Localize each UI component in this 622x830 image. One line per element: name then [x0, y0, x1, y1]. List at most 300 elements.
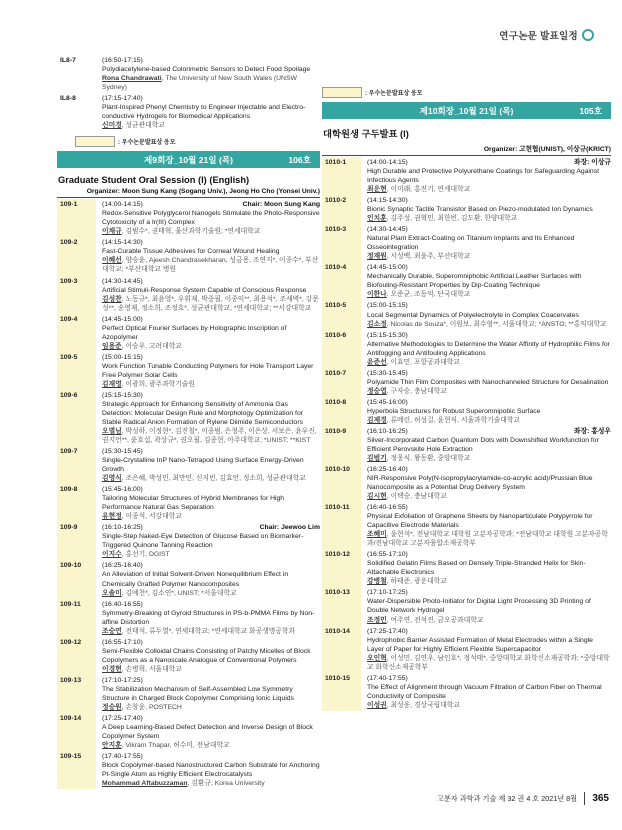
entry-body [361, 587, 611, 625]
coauthors-affiliations: , 여주연, 전석진, 금오공과대학교 [386, 616, 484, 624]
entry-chair: 좌장: 이상규 [574, 159, 611, 166]
entry-authors [102, 665, 320, 674]
entry-authors [102, 550, 320, 559]
entry-authors [367, 387, 611, 396]
entry-title: Bionic Synaptic Tactile Transistor Based on Piezo-modulated Ion Dynamics [367, 206, 593, 214]
entry-authors [102, 703, 320, 712]
entry-authors [102, 121, 320, 130]
entry-body [361, 464, 611, 502]
entry-time-row [367, 158, 611, 167]
entry-time-row [367, 398, 611, 407]
prelude-entries [57, 55, 320, 131]
entry-title: Natural Plant Extract-Coating on Titanium Implants and Its Enhanced Osseointegration [367, 235, 575, 252]
lead-author: 조정민 [367, 616, 387, 624]
coauthors-affiliations: , 이미래, 홍진기, 연세대학교 [386, 186, 471, 194]
program-entry [57, 522, 320, 560]
entry-title: Mechanically Durable, Superomniphobic Artificial Leather Surfaces with Biofouling-Resistant Properties by Dip-Coating Technique [367, 273, 582, 290]
entry-title: Perfect Optical Fourier Surfaces by Holographic Inscription of Azopolymer [102, 324, 287, 341]
coauthors-affiliations: , 양승윤, Ajeesh Chandrasekharan, 성금용, 조연지*, 이종수*, 부산대학교; *부산대학교 병원 [102, 257, 319, 274]
entry-time-row [367, 674, 611, 683]
lead-author: 김재영 [102, 380, 122, 388]
entry-chair: Chair: Moon Sung Kang [242, 201, 320, 209]
award-legend [75, 136, 320, 147]
lead-author: 인치훈 [367, 215, 387, 223]
entry-body [361, 262, 611, 300]
program-entry [57, 199, 320, 237]
entry-body [361, 195, 611, 224]
entry-authors [367, 320, 611, 329]
entry-time-row [102, 638, 320, 647]
entry-time-row [102, 315, 320, 324]
entry-body [361, 157, 611, 195]
entry-id: 1010-13 [322, 587, 361, 625]
entry-title: Redox-Sensitive Polyglycerol Nanogels Stimulate the Photo-Responsive Cytotoxicity of a Ir(III) Complex [102, 210, 320, 227]
entry-title: A Deep Learning-Based Defect Detection and Inverse Design of Block Copolymer System [102, 723, 313, 740]
entry-id: 109-5 [57, 352, 96, 390]
entry-body [96, 751, 320, 789]
entry-id: 109-3 [57, 276, 96, 314]
entry-time: (16:40-16:55) [102, 600, 143, 608]
entry-title: Hydrophobic Barrier Assisted Formation of Metal Electrodes within a Single Layer of Paper for Highly Efficient Flexible Supercapacitor [367, 636, 593, 653]
lead-author: 김시현 [367, 493, 387, 501]
coauthors-affiliations: , 이광희, 광주과학기술원 [121, 380, 195, 388]
entry-id: 109-12 [57, 637, 96, 675]
session-title-right: 대학원생 구두발표 (I) [323, 129, 409, 139]
entry-authors [102, 779, 320, 788]
coauthors-affiliations: , 이승우, 고려대학교 [121, 342, 182, 350]
lead-author: 정승엽 [367, 387, 387, 395]
entry-time: (16:25-16:40) [102, 562, 143, 570]
entry-time: (14:45-15:00) [367, 264, 408, 272]
coauthors-affiliations: , 노동규*, 최윤영*, 우휘재, 박중필, 이종익**, 최용석*, 조새벽*, 강문성**, 송영재, 정소희, 조정호*, 성균관대학교; *연세대학교; **서강대학교 [102, 295, 319, 312]
lead-author: 유현정 [102, 513, 122, 521]
coauthors-affiliations: , 김주성, 권혁민, 최한빈, 김도환, 한양대학교 [386, 215, 518, 223]
entry-time-row [367, 550, 611, 559]
entry-time-row [102, 485, 320, 494]
entry-title: Fast-Curable Tissue Adhesives for Corneal Wound Healing [102, 248, 280, 256]
coauthors-affiliations: , 김환규, Korea University [187, 780, 265, 788]
program-entry [322, 626, 611, 673]
lead-author: 이채규 [102, 228, 122, 236]
entry-title: The Effect of Alignment through Vacuum Filtration of Carbon Fiber on Thermal Conductivity of Composite [367, 683, 602, 700]
entry-id: 109-9 [57, 522, 96, 560]
entry-id: 109-1 [57, 199, 96, 237]
entry-body [96, 713, 320, 751]
entry-time: (15:45-16:00) [102, 486, 143, 494]
entry-body [96, 637, 320, 675]
coauthors-affiliations: , Vikram Thapar, 허수미, 전남대학교 [121, 742, 230, 750]
lead-author: 오별님 [102, 428, 122, 435]
program-entry [322, 502, 611, 549]
entry-authors [102, 512, 320, 521]
entry-id: 109-14 [57, 713, 96, 751]
entry-time-row [102, 277, 320, 286]
entry-body [361, 549, 611, 587]
program-entry [57, 560, 320, 598]
entry-authors [367, 416, 611, 425]
coauthors-affiliations: , 성균관대학교 [121, 122, 165, 130]
entry-body [96, 675, 320, 713]
entry-time-row [367, 503, 611, 512]
entry-time: (16:10-16:25) [102, 524, 143, 532]
entry-time: (14:45-15:00) [102, 315, 143, 323]
entry-title: Hyperbola Structures for Robust Superomnipobic Surface [367, 407, 541, 415]
entry-body [361, 224, 611, 262]
entry-title: Symmetry-Breaking of Gyroid Structures in PS-b-PMMA Films by Non-affine Distortion [102, 609, 315, 626]
journal-title: 고분자 과학과 기술 제 32 권 4 호 2021년 8월 [436, 793, 578, 803]
program-entry [57, 713, 320, 751]
entry-time: (17:10-17:25) [102, 676, 143, 684]
coauthors-affiliations: , 홍선기, DGIST [121, 551, 170, 559]
banner-room: 106호 [288, 154, 311, 165]
entry-title: The Stabilization Mechanism of Self-Assembled Low Symmetry Structure in Charged Block Copolymer Comprising Ionic Liquids [102, 685, 294, 702]
program-entry [57, 637, 320, 675]
entry-authors [102, 227, 320, 236]
coauthors-affiliations: , 윤현석*, 전남대학교 대학원 고분자공학과; *전남대학교 대학원 고분자공학과/전남대학교 고분자융합소재공학부 [367, 531, 608, 548]
entry-body [361, 673, 611, 711]
program-entry [57, 55, 320, 93]
entry-authors [102, 741, 320, 750]
entry-authors [367, 185, 611, 194]
banner-room: 105호 [579, 105, 602, 116]
program-entry [322, 195, 611, 224]
coauthors-affiliations: , 서성백, 최윤주, 부산대학교 [386, 253, 471, 261]
entry-body [96, 352, 320, 390]
entry-time: (17:25-17:40) [102, 714, 143, 722]
entry-time-row [367, 369, 611, 378]
entry-id: 109-7 [57, 446, 96, 484]
entry-time: (15:30-15:45) [367, 369, 408, 377]
entry-id: 1010-9 [322, 426, 361, 464]
entry-time: (16:55-17:10) [367, 551, 408, 559]
entry-id: 1010-10 [322, 464, 361, 502]
program-entry [322, 368, 611, 397]
entry-time: (15:15-15:30) [367, 331, 408, 339]
entry-authors [102, 380, 320, 389]
entry-chair: 좌장: 홍성우 [574, 427, 611, 435]
entry-body [96, 560, 320, 598]
program-entry [322, 330, 611, 368]
program-entry [322, 300, 611, 329]
entry-body [96, 237, 320, 275]
entry-id: 1010-5 [322, 300, 361, 329]
lead-author: 조승연 [102, 627, 122, 635]
entry-title: Silver-Incorporated Carbon Quantum Dots with Downshifted Workfunction for Efficient Perovskite Hole Extraction [367, 436, 599, 453]
entry-time-row [102, 56, 320, 65]
program-entry [322, 224, 611, 262]
entry-id: 109-6 [57, 390, 96, 446]
entry-title: Plant-Inspired Phenyl Chemistry to Engineer Injectable and Electro-conductive Hydrogels for Biomedical Applications [102, 104, 306, 121]
entry-time-row [367, 627, 611, 636]
entry-time-row [102, 600, 320, 609]
entry-authors [102, 342, 320, 351]
lead-author: 정승원 [102, 703, 122, 711]
session-banner-right [322, 102, 611, 119]
entry-time-row [367, 196, 611, 205]
entry-time-row [102, 714, 320, 723]
lead-author: 김소정 [367, 320, 387, 328]
entry-authors [367, 654, 611, 672]
lead-author: 이지수 [102, 551, 122, 559]
session-banner-left [57, 151, 320, 168]
entry-authors [367, 577, 611, 586]
entry-title: Artificial Stimuli-Response System Capable of Conscious Response [102, 286, 307, 294]
entry-title: High Durable and Protective Polyurethane Coatings for Safeguarding Against Infectious Agents [367, 168, 599, 185]
lead-author: 안지훈 [102, 742, 122, 750]
entry-id: 109-11 [57, 599, 96, 637]
entry-body [96, 599, 320, 637]
coauthors-affiliations: , The University of New South Wales (UNSW Sydney) [102, 75, 297, 92]
coauthors-affiliations: , 김예천*, 김소연*, UNIST; *서울대학교 [121, 589, 237, 597]
entry-authors [102, 295, 320, 313]
program-entry [57, 599, 320, 637]
entry-title: Water-Dispersible Photo-Initiator for Digital Light Processing 3D Printing of Double Network Hydrogel [367, 598, 591, 615]
entry-authors [102, 256, 320, 274]
entry-time-row [367, 465, 611, 474]
program-entry [322, 464, 611, 502]
program-entry [57, 237, 320, 275]
entry-time: (17:40-17:55) [102, 753, 143, 761]
entry-time: (17:40-17:55) [367, 674, 408, 682]
organizer-right: Organizer: 고현협(UNIST), 이상규(KRICT) [483, 146, 611, 153]
coauthors-affiliations: , 이효민, 포항공과대학교 [386, 358, 460, 366]
entry-time: (15:00-15:15) [102, 353, 143, 361]
entry-time: (17:25-17:40) [367, 627, 408, 635]
entry-body [96, 55, 320, 93]
entry-body [96, 199, 320, 237]
entry-time: (15:45-16:00) [367, 398, 408, 406]
page-title: 연구논문 발표일정 [499, 31, 578, 42]
entry-time-row [102, 561, 320, 570]
entry-time-row [102, 752, 320, 761]
program-entry [322, 157, 611, 195]
entry-title: Solidified Gelatin Films Based on Densely Triple-Stranded Helix for Skin-Attachable Electronics [367, 560, 586, 577]
entry-authors [102, 427, 320, 445]
entry-authors [367, 530, 611, 548]
entry-time-row [102, 200, 320, 209]
entry-body [96, 390, 320, 446]
entry-time: (16:25-16:40) [367, 466, 408, 473]
entry-time-row [367, 331, 611, 340]
coauthors-affiliations: , 정웅식, 왕동환, 중앙대학교 [386, 454, 471, 462]
entry-time-row [102, 238, 320, 247]
program-entry [322, 426, 611, 464]
entry-title: Semi-Flexible Colloidal Chains Consisting of Patchy Micelles of Block Copolymers as a Nanoscale Analogue of Conventional Polymers [102, 647, 311, 664]
program-entry [57, 314, 320, 352]
lead-author: 윤준선 [367, 358, 387, 366]
entry-time: (14:15-14:30) [367, 197, 408, 205]
coauthors-affiliations: , 김범수*, 권태혁, 울산과학기술원; *연세대학교 [121, 228, 261, 236]
entry-time: (14:15-14:30) [102, 239, 143, 247]
lead-author: 이한나 [367, 291, 387, 299]
entry-id: 109-2 [57, 237, 96, 275]
entry-time: (15:00-15:15) [367, 302, 408, 310]
entry-authors [367, 358, 611, 367]
lead-author: 신미경 [102, 122, 122, 130]
lead-author: 조혜미 [367, 531, 387, 539]
entry-authors [367, 252, 611, 261]
lead-author: 오인혁 [367, 654, 387, 662]
highlight-swatch [322, 87, 362, 98]
entry-time: (17:15-17:40) [102, 95, 143, 103]
entry-body [96, 522, 320, 560]
entry-title: Physical Exfoliation of Graphene Sheets by Nanoparticulate Polypyrrole for Capacitive Electrode Materials [367, 513, 593, 530]
entry-time-row [102, 353, 320, 362]
entry-time: (16:10-16:25) [367, 427, 408, 435]
lead-author: 최운현 [367, 186, 387, 194]
lead-author: Mohammad Aftabuzzaman [102, 780, 188, 788]
entry-authors [367, 454, 611, 463]
program-entry [57, 276, 320, 314]
entry-id: 1010-1 [322, 157, 361, 195]
entry-time-row [102, 523, 320, 532]
entry-list-left [57, 199, 320, 789]
entry-time: (17:10-17:25) [367, 589, 408, 597]
highlight-swatch [75, 136, 115, 147]
entry-id: 1010-8 [322, 397, 361, 426]
entry-title: Strategic Approach for Enhancing Sensitivity of Ammonia Gas Detection: Molecular Design Rule and Morphology Optimization for Stable Radical Anion Formation of Rylene Diimide Semiconductors [102, 400, 303, 426]
entry-time-row [367, 263, 611, 272]
entry-time-row [367, 427, 611, 436]
program-entry [57, 446, 320, 484]
entry-id: 1010-7 [322, 368, 361, 397]
entry-id: 1010-12 [322, 549, 361, 587]
entry-time: (14:30-14:45) [102, 277, 143, 285]
entry-id: 1010-11 [322, 502, 361, 549]
entry-id: 109-15 [57, 751, 96, 789]
award-legend [322, 87, 611, 98]
entry-time-row [102, 447, 320, 456]
entry-body [361, 426, 611, 464]
lead-author: 김영식 [102, 475, 122, 483]
legend-label: : 우수논문발표상 응모 [118, 140, 176, 147]
coauthors-affiliations: , 최성웅, 경상국립대학교 [386, 701, 460, 709]
entry-time-row [102, 391, 320, 400]
page-number: 365 [592, 793, 609, 804]
entry-body [361, 368, 611, 397]
coauthors-affiliations: , 구자승, 충남대학교 [386, 387, 447, 395]
entry-time: (16:55-17:10) [102, 638, 143, 646]
entry-authors [102, 589, 320, 598]
entry-body [96, 446, 320, 484]
entry-body [96, 314, 320, 352]
lead-author: 강병철 [367, 578, 387, 586]
program-entry [57, 93, 320, 131]
entry-title: Polyamide Thin Film Composites with Nanochanneled Structure for Desalination [367, 378, 609, 386]
entry-title: Block Copolymer-based Nanostructured Carbon Substrate for Anchoring Pt-Single Atom as Highly Efficient Electrocatalysts [102, 762, 320, 779]
entry-time-row [367, 301, 611, 310]
coauthors-affiliations: , 류메린, 허성길, 윤현식, 서울과학기술대학교 [386, 416, 520, 424]
lead-author: 이경현 [102, 665, 122, 673]
program-entry [57, 390, 320, 446]
entry-list-right [322, 157, 611, 711]
entry-title: Alternative Methodologies to Determine the Water Affinity of Hydrophilic Films for Antifogging and Antifouling Applications [367, 340, 610, 357]
entry-chair: Chair: Jeewoo Lim [259, 524, 320, 532]
coauthors-affiliations: , 이택승, 충남대학교 [386, 493, 447, 501]
page-footer [437, 792, 609, 805]
coauthors-affiliations: , 전태석, 류두열*, 연세대학교; *연세대학교 화공생명공학과 [121, 627, 296, 635]
entry-time: (15:15-15:30) [102, 391, 143, 399]
lead-author: 이성권 [367, 701, 387, 709]
coauthors-affiliations: , Nicolas de Souza*, 이원보, 최수형**, 서울대학교; *ANSTO; **홍익대학교 [386, 320, 607, 328]
entry-time-row [367, 225, 611, 234]
coauthors-affiliations: , 손병혁, 서울대학교 [121, 665, 182, 673]
coauthors-affiliations: , 이성민, 김연우, 남인호*, 정석태*, 중앙대학교 화학신소재공학과; *중앙대학교 화학신소재공학부 [367, 654, 610, 671]
entry-time: (14:30-14:45) [367, 226, 408, 234]
entry-authors [367, 616, 611, 625]
entry-authors [102, 74, 320, 92]
divider [322, 155, 611, 156]
program-entry [57, 352, 320, 390]
entry-title: Tailoring Molecular Structures of Hybrid Membranes for High Performance Natural Gas Separation [102, 495, 285, 512]
banner-title: 제10회장_10월 21일 (목) [419, 105, 514, 116]
coauthors-affiliations: , 하태준, 광운대학교 [386, 578, 447, 586]
circle-bullet-icon [582, 29, 594, 41]
entry-body [96, 276, 320, 314]
program-entry [322, 262, 611, 300]
entry-id: 109-13 [57, 675, 96, 713]
entry-title: Work Function Tunable Conducting Polymers for Hole Transport Layer Free Polymer Solar Cells [102, 362, 314, 379]
left-column [57, 55, 320, 789]
entry-body [361, 300, 611, 329]
session-title-left: Graduate Student Oral Session (I) (English) [58, 175, 250, 186]
entry-id: IL8-7 [60, 57, 76, 64]
footer-divider [584, 792, 585, 805]
entry-time-row [367, 588, 611, 597]
lead-author: 정재원 [367, 253, 387, 261]
entry-time: (15:30-15:45) [102, 448, 143, 456]
entry-time-row [102, 94, 320, 103]
right-column [322, 82, 611, 711]
entry-title: Single-Step Naked-Eye Detection of Glucose Based on Biomarker-Triggered Quinone Tanning Reaction [102, 533, 304, 550]
entry-id: 109-10 [57, 560, 96, 598]
lead-author: 김제경 [367, 416, 387, 424]
entry-title: NIR-Responsive Poly(N-isopropylacrylamide-co-acrylic acid)/Prussian Blue Nanocomposite as a Potential Drug Delivery System [367, 475, 593, 492]
program-entry [57, 484, 320, 522]
legend-label: : 우수논문발표상 응모 [365, 91, 423, 97]
entry-id: IL8-8 [60, 95, 76, 103]
entry-id: 1010-4 [322, 262, 361, 300]
organizer-left: Organizer: Moon Sung Kang (Sogang Univ.), Jeong Ho Cho (Yonsei Univ.) [86, 188, 320, 196]
page-header [499, 28, 594, 42]
divider [57, 197, 320, 198]
entry-authors [367, 290, 611, 299]
entry-authors [367, 492, 611, 501]
program-entry [57, 675, 320, 713]
entry-id: 1010-15 [322, 673, 361, 711]
lead-author: Rona Chandrawati [102, 75, 162, 83]
entry-body [361, 502, 611, 549]
program-entry [57, 751, 320, 789]
entry-id: 109-8 [57, 484, 96, 522]
lead-author: 이혜선 [102, 257, 122, 265]
entry-time: (14:00-14:15) [102, 201, 143, 209]
entry-authors [102, 627, 320, 636]
entry-id: 109-4 [57, 314, 96, 352]
entry-body [96, 484, 320, 522]
entry-title: Polydiacetylene-based Colorimetric Sensors to Detect Food Spoilage [102, 66, 311, 74]
lead-author: 임용준 [102, 342, 122, 350]
entry-time: (16:40-16:55) [367, 504, 408, 512]
lead-author: 김범기 [367, 454, 387, 462]
entry-time-row [102, 676, 320, 685]
entry-body [361, 397, 611, 426]
entry-authors [102, 474, 320, 483]
entry-id: 1010-2 [322, 195, 361, 224]
program-entry [322, 397, 611, 426]
entry-authors [367, 701, 611, 710]
entry-title: Single-Crystalline InP Nano-Tetrapod Using Surface Energy-Driven Growth [102, 457, 304, 474]
